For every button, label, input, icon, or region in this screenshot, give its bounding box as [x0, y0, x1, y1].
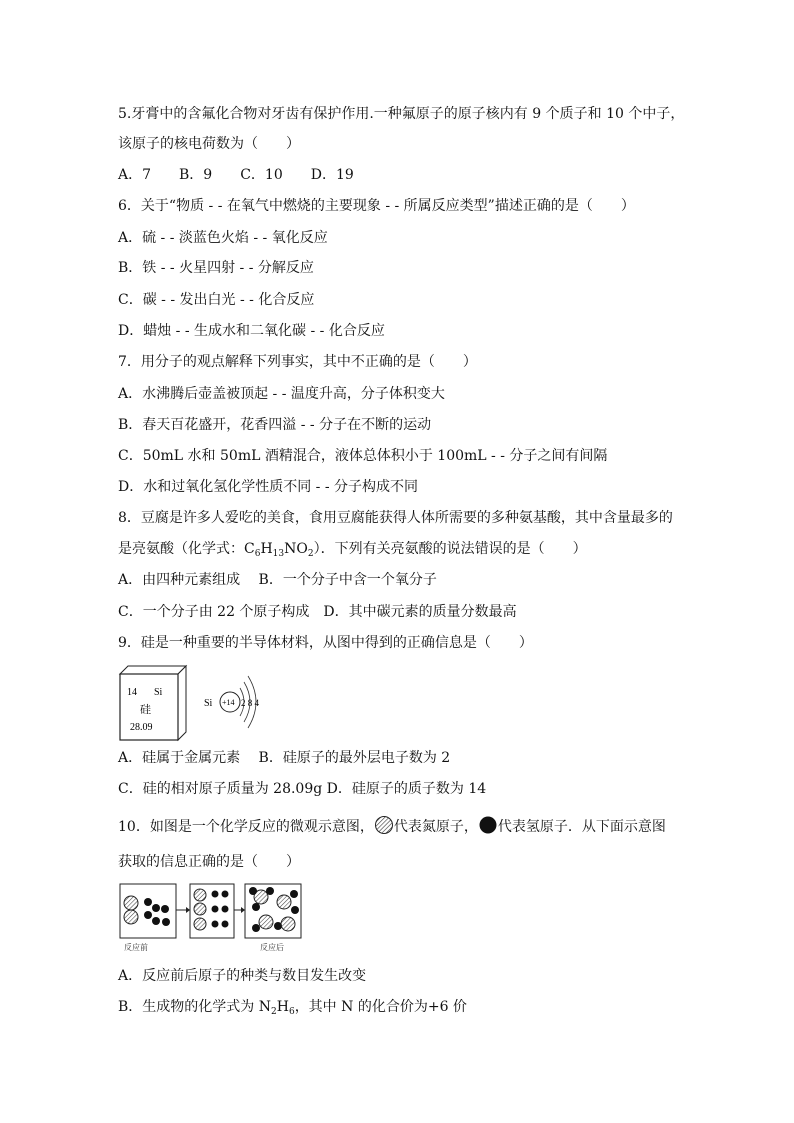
q5-options: A．7 B．9 C．10 D．19: [118, 167, 354, 183]
q9-stem: 9．硅是一种重要的半导体材料，从图中得到的正确信息是（ ）: [118, 635, 533, 651]
q7-option-b: B．春天百花盛开，花香四溢 - - 分子在不断的运动: [118, 417, 432, 433]
q9-options-cd: C．硅的相对原子质量为 28.09g D．硅原子的质子数为 14: [118, 781, 487, 797]
cell-atomic-mass: 28.09: [130, 722, 153, 733]
silicon-element-figure: [118, 662, 270, 742]
reaction-diagram: [118, 882, 304, 954]
q8-stem-line2: 是亮氨酸（化学式：$C_6H_{13}NO_2$）．下列有关亮氨酸的说法错误的是（ ）: [118, 541, 587, 559]
diagram-symbol: Si: [204, 698, 213, 709]
q9-options-ab: A．硅属于金属元素 B．硅原子的最外层电子数为 2: [118, 750, 451, 766]
label-before: 反应前: [124, 943, 148, 952]
q7-option-c: C．50mL 水和 50mL 酒精混合，液体总体积小于 100mL - - 分子之间有间隔: [118, 448, 608, 464]
q6-option-a: A．硫 - - 淡蓝色火焰 - - 氧化反应: [118, 230, 328, 246]
hydrogen-atom-icon: [478, 815, 498, 835]
q7-option-d: D．水和过氧化氢化学性质不同 - - 分子构成不同: [118, 479, 419, 495]
label-after: 反应后: [260, 943, 284, 952]
q6-option-c: C．碳 - - 发出白光 - - 化合反应: [118, 292, 315, 308]
q5-stem-line2: 该原子的核电荷数为（ ）: [118, 136, 300, 152]
q10-stem-line1: 10．如图是一个化学反应的微观示意图， 代表氮原子， 代表氢原子．从下面示意图: [118, 815, 666, 837]
q7-option-a: A．水沸腾后壶盖被顶起 - - 温度升高，分子体积变大: [118, 386, 445, 402]
q6-option-d: D．蜡烛 - - 生成水和二氧化碳 - - 化合反应: [118, 323, 385, 339]
nucleus-charge: +14: [222, 698, 235, 707]
cell-atomic-number: 14: [127, 687, 137, 698]
shell-electrons: 2 8 4: [241, 698, 259, 708]
q8-stem-line1: 8．豆腐是许多人爱吃的美食，食用豆腐能获得人体所需要的多种氨基酸，其中含量最多的: [118, 510, 673, 526]
q6-stem: 6．关于“物质 - - 在氧气中燃烧的主要现象 - - 所属反应类型”描述正确的是（ ）: [118, 198, 635, 214]
cell-element-name: 硅: [140, 703, 151, 716]
q8-options-cd: C．一个分子由 22 个原子构成 D．其中碳元素的质量分数最高: [118, 604, 517, 620]
q10-stem-line2: 获取的信息正确的是（ ）: [118, 854, 300, 870]
q10-option-a: A．反应前后原子的种类与数目发生改变: [118, 968, 367, 984]
nitrogen-atom-icon: [374, 815, 394, 835]
q5-stem-line1: 5.牙膏中的含氟化合物对牙齿有保护作用.一种氟原子的原子核内有 9 个质子和 10 个中子，: [118, 106, 685, 122]
q10-option-b: B．生成物的化学式为 $N_2H_6$，其中 N 的化合价为+6 价: [118, 999, 467, 1017]
q7-stem: 7．用分子的观点解释下列事实，其中不正确的是（ ）: [118, 354, 477, 370]
q8-options-ab: A．由四种元素组成 B．一个分子中含一个氧分子: [118, 572, 437, 588]
cell-symbol: Si: [154, 687, 163, 698]
q6-option-b: B．铁 - - 火星四射 - - 分解反应: [118, 260, 314, 276]
